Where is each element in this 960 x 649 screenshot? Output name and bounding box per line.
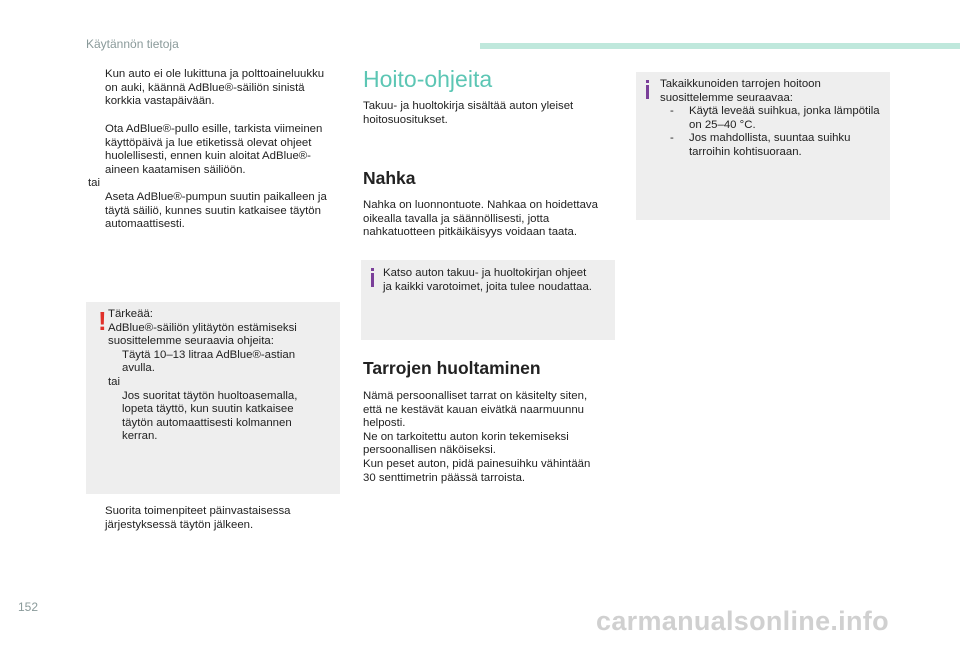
dash-marker: - <box>670 105 674 118</box>
info-icon <box>371 273 374 287</box>
text-line: Ota AdBlue®-pullo esille, tarkista viimeinen <box>105 123 323 135</box>
or-text: tai <box>108 375 121 388</box>
text-line: oikealla tavalla ja säännöllisesti, jotta <box>363 212 550 225</box>
info-box <box>636 72 890 220</box>
paragraph <box>363 390 615 485</box>
text-line: on auki, käännä AdBlue®-säiliön sinistä <box>105 81 305 94</box>
paragraph <box>363 199 615 240</box>
exclamation-icon: ! <box>98 306 107 336</box>
bullet-item <box>88 68 340 109</box>
header-accent-bar <box>480 43 960 49</box>
text-line: lopeta täyttö, kun suutin katkaisee <box>122 403 294 416</box>
text-line: suosittelemme seuraavaa: <box>660 91 793 104</box>
text-line: 30 senttimetrin päässä tarroista. <box>363 471 526 484</box>
text-line: täytön automaattisesti kolmannen <box>122 416 292 429</box>
text-line: järjestyksessä täytön jälkeen. <box>105 518 254 531</box>
text-line: Nahka on luonnontuote. Nahkaa on hoidettava <box>363 199 598 211</box>
text-line: Aseta AdBlue®-pumpun suutin paikalleen ja <box>105 190 327 203</box>
text-line: on 25–40 °C. <box>689 118 756 131</box>
text-line: aineen kaatamisen säiliöön. <box>105 163 246 176</box>
warning-box <box>86 302 340 494</box>
info-box <box>361 260 615 340</box>
bullet-item <box>88 505 340 532</box>
text-line: Katso auton takuu- ja huoltokirjan ohjeet <box>383 267 587 279</box>
text-line: Takaikkunoiden tarrojen hoitoon <box>660 78 821 90</box>
text-line: helposti. <box>363 417 406 430</box>
text-line: Käytä leveää suihkua, jonka lämpötila <box>689 105 880 118</box>
text-line: avulla. <box>122 362 155 375</box>
subsection-heading: Nahka <box>363 168 416 188</box>
text-line: AdBlue®-säiliön ylitäytön estämiseksi <box>108 321 297 334</box>
text-line: nahkatuotteen pitkäikäisyys voidaan taata. <box>363 226 578 239</box>
header-title: Käytännön tietoja <box>86 37 179 51</box>
text-line: Kun peset auton, pidä painesuihku vähintään <box>363 457 591 470</box>
text-line: tarroihin kohtisuoraan. <box>689 145 802 158</box>
text-line: Nämä persoonalliset tarrat on käsitelty siten, <box>363 390 588 402</box>
text-line: Ne on tarkoitettu auton korin tekemiseksi <box>363 430 569 443</box>
text-line: Suorita toimenpiteet päinvastaisessa <box>105 505 291 517</box>
text-line: Jos mahdollista, suuntaa suihku <box>689 132 851 145</box>
info-icon-dot <box>646 80 649 83</box>
text-line: Jos suoritat täytön huoltoasemalla, <box>122 389 298 402</box>
text-line: automaattisesti. <box>105 218 185 231</box>
subsection-heading: Tarrojen huoltaminen <box>363 358 541 378</box>
text-line: Takuu- ja huoltokirja sisältää auton yleiset <box>363 100 574 112</box>
section-heading: Hoito-ohjeita <box>363 66 493 92</box>
page-number: 152 <box>18 600 39 614</box>
text-line: että ne kestävät kauan eivätkä naarmuunnu <box>363 403 584 416</box>
warning-title: Tärkeää: <box>108 308 153 320</box>
text-line: Kun auto ei ole lukittuna ja polttoaineluukku <box>105 68 325 80</box>
text-line: hoitosuositukset. <box>363 113 448 126</box>
intro-paragraph <box>363 100 615 127</box>
text-line: persoonallisen näköiseksi. <box>363 444 496 457</box>
dash-marker: - <box>670 132 674 145</box>
text-line: ja kaikki varotoimet, joita tulee noudattaa. <box>383 280 592 293</box>
text-line: täytä säiliö, kunnes suutin katkaisee täytön <box>105 204 321 217</box>
text-line: kerran. <box>122 430 158 443</box>
text-line: suosittelemme seuraavia ohjeita: <box>108 335 274 348</box>
info-icon-dot <box>371 268 374 271</box>
text-line: Täytä 10–13 litraa AdBlue®-astian <box>122 348 296 361</box>
text-line: huolellisesti, ennen kuin aloitat AdBlue®- <box>105 150 311 163</box>
watermark-text: carmanualsonline.info <box>596 606 889 636</box>
text-line: käyttöpäivä ja lue etiketissä olevat ohjeet <box>105 136 312 149</box>
text-line: korkkia vastapäivään. <box>105 95 215 108</box>
info-icon <box>646 85 649 99</box>
or-text: tai <box>88 177 101 190</box>
bullet-item <box>88 123 340 232</box>
